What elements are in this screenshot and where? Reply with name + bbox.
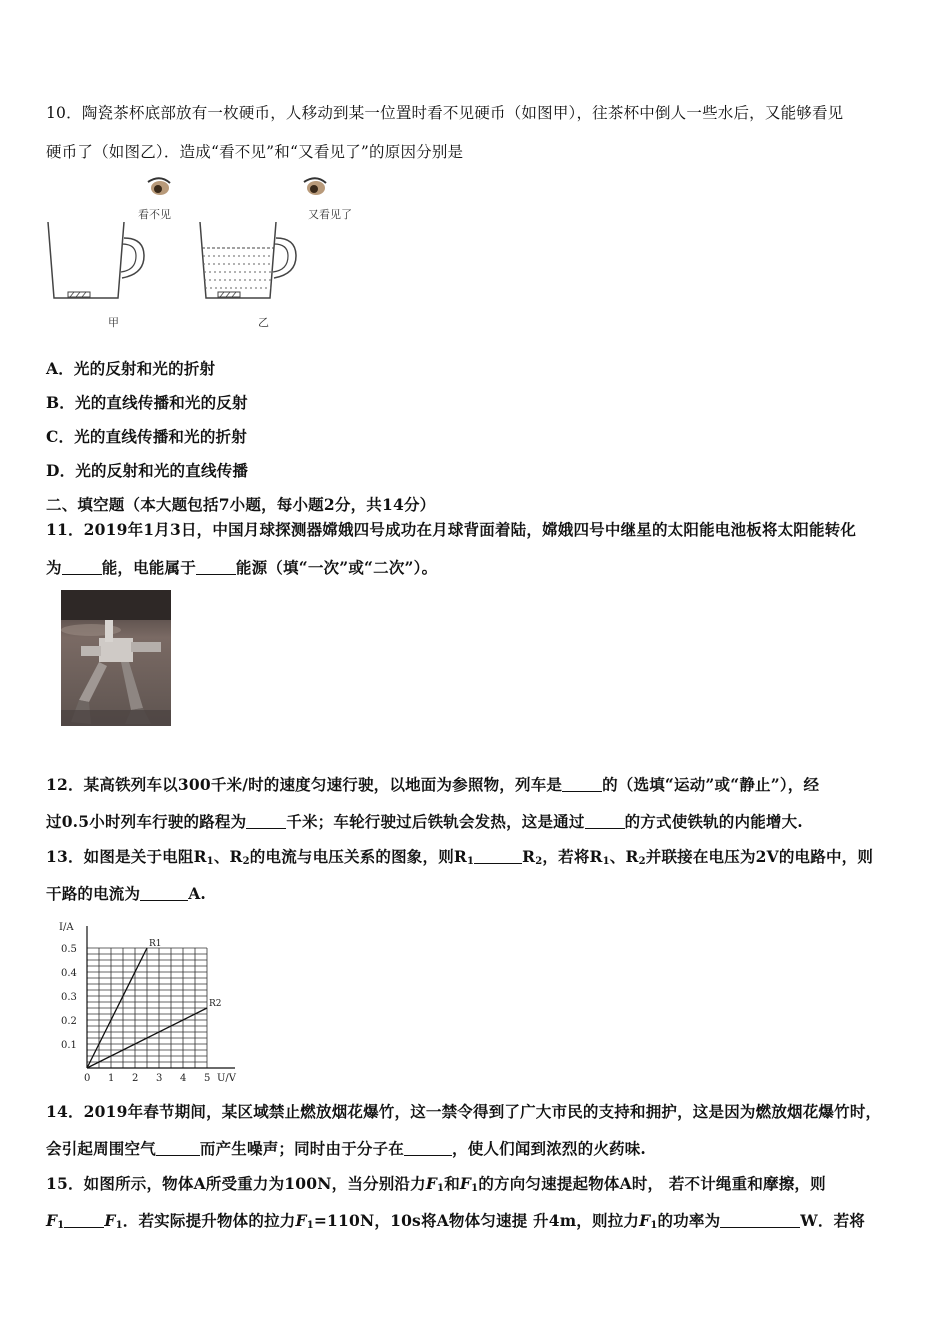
q11-blank-2[interactable]	[196, 560, 236, 575]
force-symbol: F	[459, 1174, 472, 1193]
q15-text-b: 和	[444, 1174, 460, 1193]
q14-text-b: 而产生噪声；同时由于分子在	[199, 1139, 405, 1158]
force-sub: 1	[115, 1220, 123, 1231]
force-sub: 1	[471, 1183, 479, 1194]
q13-text-i: A.	[188, 884, 207, 903]
q15-text-a: 15．如图所示，物体A所受重力为100N，当分别沿力	[46, 1174, 426, 1193]
q11-line1: 11．2019年1月3日，中国月球探测器嫦娥四号成功在月球背面着陆，嫦娥四号中继星的太阳能电池板将太阳能转化	[46, 520, 857, 539]
label-cup-yi: 乙	[258, 316, 269, 329]
q14-blank-2[interactable]	[404, 1141, 452, 1156]
q13-text-f: 、R	[609, 847, 639, 866]
q14-line1: 14．2019年春节期间，某区域禁止燃放烟花爆竹，这一禁令得到了广大市民的支持和拥护，这是因为燃放烟花爆竹时，	[46, 1102, 882, 1121]
q13-text-b: 、R	[213, 847, 243, 866]
force-sub: 1	[57, 1220, 65, 1231]
q15-text-g: W．若将	[800, 1211, 866, 1230]
x-axis-label: U/V	[217, 1073, 237, 1083]
q11-text-b: 能，电能属于	[101, 558, 196, 577]
cups-refraction-figure	[40, 172, 370, 337]
q10-option-c: C．光的直线传播和光的折射	[46, 427, 247, 446]
q11-text-c: 能源（填“一次”或“二次”）。	[235, 558, 438, 577]
q15-text-c: 的方向匀速提起物体A时， 若不计绳重和摩擦，则	[478, 1174, 826, 1193]
q13-text-d: R	[522, 847, 536, 866]
q13-text-a: 13．如图是关于电阻R	[46, 847, 207, 866]
force-sub: 1	[306, 1220, 314, 1231]
q10-option-b: B．光的直线传播和光的反射	[46, 393, 248, 412]
q12-text-e: 的方式使铁轨的内能增大.	[624, 812, 803, 831]
q12-blank-2[interactable]	[246, 814, 286, 829]
q13-sub: 2	[535, 856, 543, 867]
q14-text-a: 会引起周围空气	[46, 1139, 156, 1158]
q13-sub: 1	[466, 856, 475, 867]
q12-text-a: 12．某高铁列车以300千米/时的速度匀速行驶，以地面为参照物，列车是	[46, 775, 563, 794]
lunar-lander-photo	[61, 590, 171, 726]
y-tick-label: 0.4	[61, 968, 77, 979]
q12-text-d: 千米；车轮行驶过后铁轨会发热，这是通过	[286, 812, 585, 831]
q10-option-d: D．光的反射和光的直线传播	[46, 461, 249, 480]
label-cup-jia: 甲	[108, 316, 119, 329]
force-sub: 1	[437, 1183, 445, 1194]
q12-blank-1[interactable]	[562, 777, 602, 792]
force-symbol: F	[104, 1211, 116, 1230]
q11-text-a: 为	[46, 558, 62, 577]
force-sub: 1	[650, 1220, 658, 1231]
y-axis-label: I/A	[59, 922, 74, 933]
y-tick-label: 0.3	[61, 992, 77, 1003]
q13-text-g: 并联接在电压为2V的电路中，则	[645, 847, 874, 866]
y-tick-label: 0.2	[61, 1016, 77, 1027]
x-tick-label: 3	[156, 1073, 163, 1083]
q10-line1: 10．陶瓷茶杯底部放有一枚硬币，人移动到某一位置时看不见硬币（如图甲），往茶杯中倒人一些水后，又能够看见	[46, 104, 844, 122]
q11-line2	[46, 556, 437, 578]
q13-sub: 2	[242, 856, 250, 867]
iu-chart	[55, 918, 250, 1083]
label-see-again: 又看见了	[308, 208, 352, 221]
q15-blank-2[interactable]	[720, 1213, 800, 1228]
force-symbol: F	[295, 1211, 307, 1230]
x-tick-label: 2	[132, 1073, 139, 1083]
q10-option-a: A．光的反射和光的折射	[46, 359, 216, 378]
q10-line2: 硬币了（如图乙）．造成“看不见”和“又看见了”的原因分别是	[46, 143, 464, 161]
force-symbol: F	[639, 1211, 651, 1230]
eye-icon-right	[304, 178, 326, 195]
q14-blank-1[interactable]	[156, 1141, 200, 1156]
q15-line1	[46, 1172, 826, 1194]
x-tick-label: 5	[204, 1073, 211, 1083]
q15-text-e: =110N，10s将A物体匀速提 升4m，则拉力	[313, 1211, 640, 1230]
cup-right	[200, 222, 296, 298]
q14-line2	[46, 1137, 646, 1159]
y-tick-label: 0.1	[61, 1040, 77, 1051]
q12-blank-3[interactable]	[585, 814, 625, 829]
q12-text-b: 的（选填“运动”或“静止”），经	[602, 775, 820, 794]
q13-text-h: 干路的电流为	[46, 884, 141, 903]
cup-left	[48, 222, 144, 298]
q15-text-d: ．若实际提升物体的拉力	[122, 1211, 296, 1230]
series-label-r2: R2	[209, 999, 222, 1009]
q15-line2	[46, 1209, 865, 1231]
q13-text-c: 的电流与电压关系的图象，则R	[249, 847, 467, 866]
force-symbol: F	[425, 1174, 438, 1193]
section2-title: 二、填空题（本大题包括7小题，每小题2分，共14分）	[46, 495, 436, 514]
q13-blank-1[interactable]	[474, 849, 522, 864]
q13-sub: 1	[602, 856, 610, 867]
eye-icon-left	[148, 178, 170, 195]
x-tick-label: 4	[180, 1073, 187, 1083]
q13-sub: 2	[638, 856, 646, 867]
q13-line2	[46, 882, 206, 904]
q15-text-f: 的功率为	[657, 1211, 721, 1230]
q12-line2	[46, 810, 803, 832]
q11-blank-1[interactable]	[62, 560, 102, 575]
q12-line1	[46, 773, 819, 795]
x-tick-label: 1	[108, 1073, 115, 1083]
force-symbol: F	[46, 1211, 58, 1230]
q15-blank-1[interactable]	[64, 1213, 104, 1228]
q13-line1	[46, 845, 873, 867]
series-label-r1: R1	[149, 939, 162, 949]
q12-text-c: 过0.5小时列车行驶的路程为	[46, 812, 247, 831]
q13-blank-2[interactable]	[140, 886, 188, 901]
q13-sub: 1	[206, 856, 214, 867]
y-tick-label: 0.5	[61, 944, 77, 955]
label-cannot-see: 看不见	[138, 208, 171, 221]
q14-text-c: ，使人们闻到浓烈的火药味.	[452, 1139, 647, 1158]
q13-text-e: ，若将R	[542, 847, 603, 866]
x-tick-label: 0	[84, 1073, 91, 1083]
